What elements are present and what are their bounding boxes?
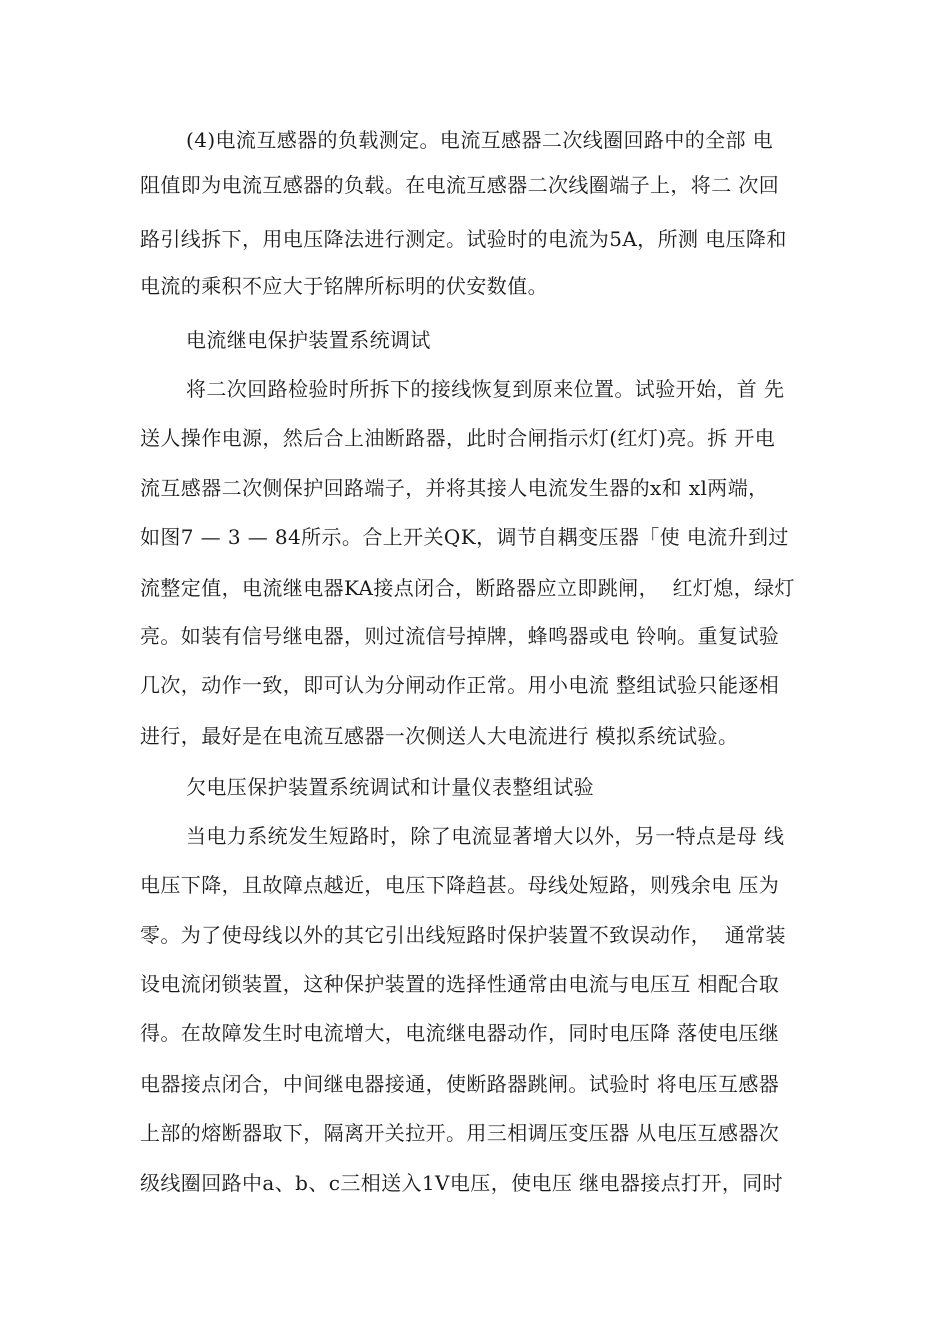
text-line-10: 流整定值，电流继电器KA接点闭合，断路器应立即跳闸， 红灯熄，绿灯 [140, 576, 795, 600]
text-line-18: 设电流闭锁装置，这种保护装置的选择性通常由电流与电压互 相配合取 [140, 972, 780, 996]
text-line-19: 得。在故障发生时电流增大，电流继电器动作，同时电压降 落使电压继 [140, 1021, 780, 1045]
text-line-3: 路引线拆下，用电压降法进行测定。试验时的电流为5A，所测 电压降和 [140, 227, 787, 251]
text-line-13: 进行，最好是在电流互感器一次侧送人大电流进行 模拟系统试验。 [140, 724, 739, 748]
text-line-8: 流互感器二次侧保护回路端子，并将其接人电流发生器的x和 xl两端， [140, 476, 769, 500]
text-line-15: 当电力系统发生短路时，除了电流显著增大以外，另一特点是母 线 [186, 824, 785, 848]
text-line-22: 级线圈回路中a、b、c三相送入1V电压，使电压 继电器接点打开，同时 [140, 1171, 784, 1195]
text-line-6: 将二次回路检验时所拆下的接线恢复到原来位置。试验开始，首 先 [186, 377, 785, 401]
text-line-16: 电压下降，且故障点越近，电压下降趋甚。母线处短路，则残余电 压为 [140, 873, 780, 897]
text-line-9: 如图7 — 3 — 84所示。合上开关QK，调节自耦变压器「使 电流升到过 [140, 525, 789, 549]
text-line-4: 电流的乘积不应大于铭牌所标明的伏安数值。 [140, 274, 548, 298]
text-line-21: 上部的熔断器取下，隔离开关拉开。用三相调压变压器 从电压互感器次 [140, 1121, 780, 1145]
section-heading-current-relay: 电流继电保护装置系统调试 [186, 328, 431, 352]
text-line-12: 几次，动作一致，即可认为分闸动作正常。用小电流 整组试验只能逐相 [140, 673, 780, 697]
text-line-17: 零。为了使母线以外的其它引出线短路时保护装置不致误动作， 通常装 [140, 923, 786, 947]
text-line-11: 亮。如装有信号继电器，则过流信号掉牌，蜂鸣器或电 铃响。重复试验 [140, 624, 780, 648]
text-line-20: 电器接点闭合，中间继电器接通，使断路器跳闸。试验时 将电压互感器 [140, 1072, 780, 1096]
text-line-2: 阻值即为电流互感器的负载。在电流互感器二次线圈端子上，将二 次回 [140, 173, 780, 197]
section-heading-undervoltage: 欠电压保护装置系统调试和计量仪表整组试验 [186, 775, 594, 799]
text-line-7: 送人操作电源，然后合上油断路器，此时合闸指示灯(红灯)亮。拆 开电 [140, 426, 776, 450]
text-line-1: (4)电流互感器的负载测定。电流互感器二次线圈回路中的全部 电 [186, 128, 774, 152]
